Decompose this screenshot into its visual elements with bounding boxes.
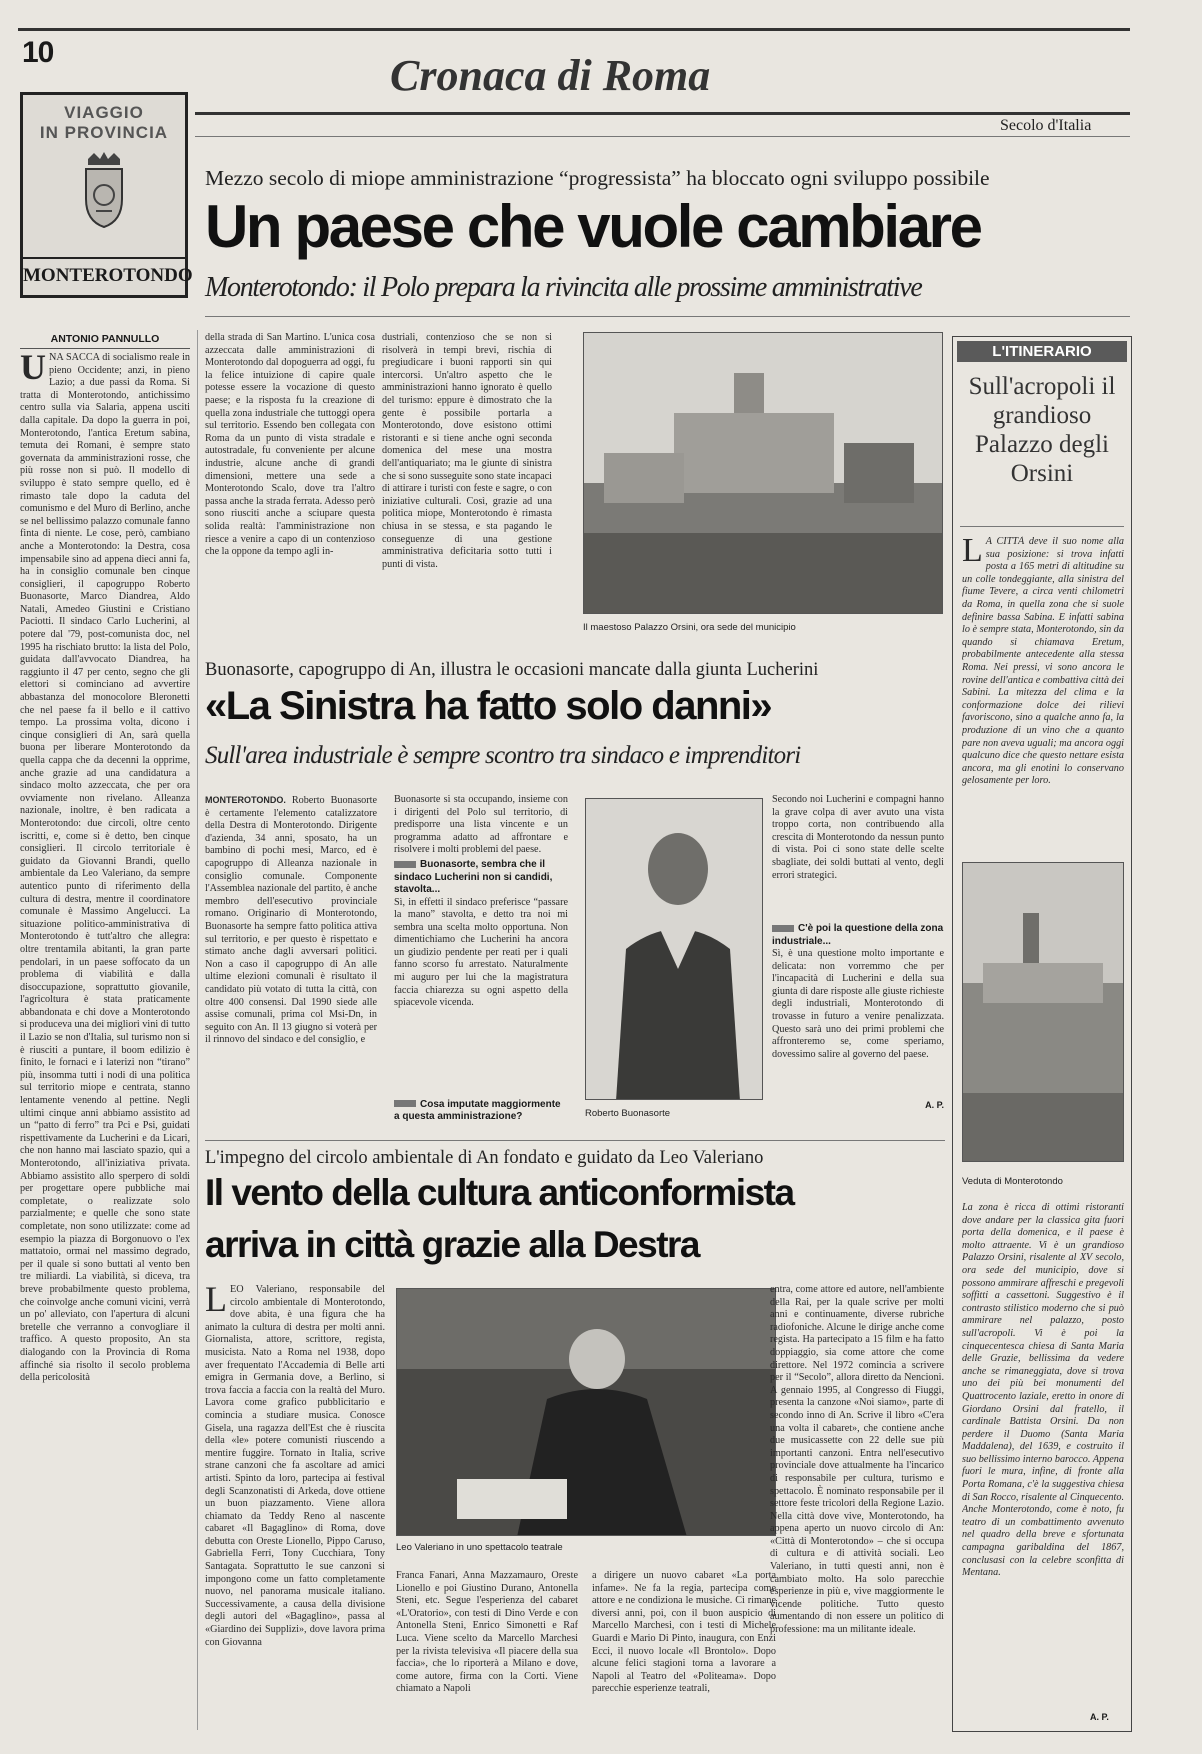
page-number: 10 <box>22 36 54 69</box>
itinerario-dropcap: L <box>962 536 983 569</box>
question-3: C'è poi la questione della zona industriale... <box>772 923 944 947</box>
article1-subhead: Monterotondo: il Polo prepara la rivincita alle prossime amministrative <box>205 272 922 303</box>
article2-subhead: Sull'area industriale è sempre scontro tra sindaco e imprenditori <box>205 742 801 769</box>
article2-column-2 <box>394 794 568 1126</box>
article3-headline-2: arriva in città grazie alla Destra <box>205 1224 699 1265</box>
itinerario-label: L'ITINERARIO <box>957 341 1127 362</box>
article2-headline: «La Sinistra ha fatto solo danni» <box>205 684 772 728</box>
article3-top-rule <box>205 1140 945 1141</box>
palazzo-orsini-photo <box>583 332 943 614</box>
question-1: Buonasorte, sembra che il sindaco Lucherini non si candidi, stavolta... <box>394 859 553 895</box>
top-rule <box>18 28 1130 31</box>
article1-byline: ANTONIO PANNULLO <box>20 333 190 349</box>
buonasorte-caption: Roberto Buonasorte <box>585 1108 671 1119</box>
coat-of-arms-icon <box>78 151 130 229</box>
itinerario-title-rule <box>960 526 1124 527</box>
itinerario-signature: A. P. <box>1090 1712 1109 1722</box>
article3-dropcap: L <box>205 1284 227 1319</box>
veduta-photo <box>962 862 1124 1162</box>
veduta-caption: Veduta di Monterotondo <box>962 1176 1063 1187</box>
article2-column-1: MONTEROTONDO. Roberto Buonasorte è certamente l'elemento catalizzatore della Destra di Monterotondo. Dirigente d'azienda, 34 anni, sposato, ha un bambino di pochi mesi, Marco, ed è capogruppo di Alleanza nazionale in consiglio comunale. Componente l'Assemblea nazionale del partito, è anche membro dell'esecutivo provinciale romano. Originario di Monterotondo, Buonasorte ha sempre fatto politica attiva sul territorio, e per questo è rispettato e stimato anche dagli avversari politici. Non a caso il capogruppo di An alle ultime elezioni comunali è risultato il candidato più votato di tutta la città, con oltre 400 consensi. Dal 1990 siede alle assise comunali, prima col Msi-Dn, in seguito con An. Il 13 giugno si voterà per il rinnovo del sindaco e del consiglio, e <box>205 795 377 1046</box>
itinerario-title: Sull'acropoli il grandioso Palazzo degli Orsini <box>968 373 1116 487</box>
palazzo-orsini-caption: Il maestoso Palazzo Orsini, ora sede del municipio <box>583 622 796 633</box>
article2-col3-text-a: Secondo noi Lucherini e compagni hanno la grave colpa di aver avuto una vista troppo corta, non contribuendo alla crescita di Monterotondo da nessun punto di vista. Poi ci sono state delle scelte sbagliate, dei soldi buttati al vento, degli errori strategici. <box>772 794 944 881</box>
article1-kicker: Mezzo secolo di miope amministrazione “progressista” ha bloccato ogni sviluppo possibile <box>205 166 990 190</box>
itinerario-text-1: L A CITTÀ deve il suo nome alla sua posizione: si trova infatti posta a 165 metri di altitudine su un colle tondeggiante, alla sinistra del fiume Tevere, a circa venti chilometri da Roma, in quella zona che si suole definire bassa Sabina. E infatti sabina lo è sempre stata, Monterotondo, sin da quando si chiamava Eretum, probabilmente antecedente alla stessa Roma. Nei pressi, vi sono ancora le rovine dell'antica e combattiva città dei Sabini. La mitezza del clima e la conformazione dolce dei rilievi favoriscono, sino a qualche anno fa, la produzione di un vino che a quanto pare non aveva uguali; ma ancora oggi qualcuno dice che questo nettare esista ancora, ma gli enotini lo conservano gelosamente per loro. <box>962 536 1124 787</box>
article1-column-3: dustriali, contenzioso che se non si risolverà in tempi brevi, rischia di pregiudicare i buoni rapporti sin qui intercorsi. Un'altro aspetto che le amministrazioni hanno ignorato è quello del turismo: eppure è dimostrato che la gente è possibile portarla a Monterotondo, dove esistono ottimi ristoranti e si tiene anche ogni seconda domenica del mese una mostra dell'antiquariato; ma le giunte di sinistra che si sono susseguite sono state incapaci di attirare i turisti con feste e sagre, o con iniziative culturali. Così, grazie ad una politica miope, Monterotondo è rimasta chiusa in se stessa, e sta pagando le conseguenze di una gestione amministrativa deficitaria sotto tutti i punti di vista. <box>382 332 552 570</box>
article1-column-1: UNA SACCA di socialismo reale in pieno Occidente; anzi, in pieno Lazio; a due passi da Roma. Si tratta di Monterotondo, antichissimo centro sulla via Salaria, appena usciti dalla capitale. Da dopo la guerra in poi, Monterotondo, l'antica Eretum sabina, temuta dei Romani, è sempre stato governata da amministrazioni rosse, che più rosse non si può. Il modello di sviluppo è stato sempre quello, ed è rimasto tale dopo la caduta del comunismo e del Muro di Berlino, anche se nel bellissimo palazzo comunale fanno finta di niente. Le cose, però, cambiano anche a Monterotondo: la Destra, cosa impensabile sino ad appena dieci anni fa, ha in consiglio comunale ben cinque consiglieri, il capogruppo Roberto Buonasorte, Marco Diandrea, Aldo Natali, Amedeo Giustini e Cristiano Paciotti. Il sindaco Carlo Lucherini, al potere dal '79, post-comunista doc, nel 1995 ha rischiato brutto: la lista del Polo, guidata dall'avvocato Diandrea, ha raggiunto il 47 per cento, segno che gli elettori si cominciano ad avvertire abbastanza del monocolore Bleronetti che nel paese fa il bello e il cattivo tempo. La prossima volta, dicono i cinque consiglieri di An, sarà quella buona per liberare Monterotondo da quella cappa che da decenni la opprime, anche grazie ad una candidatura a sindaco molto azzeccata, che per ora ovviamente non rivelano. Alleanza nazionale, inoltre, è ben radicata a Monterotondo: due circoli, oltre cento iscritti, e, come si è detto, ben cinque consiglieri. Il circolo territoriale è guidato da Giovanni Brandi, quello ambientale da Leo Valeriano, da sempre autentico punto di riferimento della cultura di destra, mentre il coordinatore comunale è Massimo Angelucci. La situazione politico-amministrativa di Monterotondo è tutt'altro che allegra: oltre trentamila abitanti, la gran parte pendolari, in un paese soffocato da un problema di viabilità e dalla disoccupazione, soprattutto giovanile, l'agricoltura è stata praticamente abbandonata e chi dove a Monterotondo si produceva una dei migliori vini di tutto il Lazio se non d'Italia, sul turismo non si è riusciti a puntare, il boom edilizio è finito, le fornaci e i laterizi non “tirano” più, insomma tutti i nodi di una politica sul territorio miope e centrata, stanno lentamente venendo al pettine. Negli ultimi cinque anni abbiamo assistito ad un “patto di ferro” tra Pci e Psi, guidati rispettivamente da Lucherini e da Licari, che non hanno mai lasciato spazio, qui a Monterotondo, all'iniziativa privata. Abbiamo assistito allo sperpero di soldi per progettare opere pubbliche mai completate, o realizzate solo parzialmente; e quelle che sono state completate, non sono utilizzate: come ad esempio la piazza di Borgonuovo o l'ex mattatoio, ormai nel massimo degrado, per il quale si sono buttati al vento ben tre miliardi. La viabilità, si diceva, tra breve probabilmente questo problema, che coinvolge anche comuni vicini, verrà un po' alleviato, con l'apertura di alcuni bretelle che verranno a convogliare il traffico. A questo proposito, An sta dialogando con la Provincia di Roma affinché sia risolto il secolo problema della pericolosità <box>20 352 190 1384</box>
article2-col3-text-b: Sì, è una questione molto importante e delicata: non vorremmo che per l'incapacità di Lucherini e della sua giunta di dare risposte alle giuste richieste degli industriali, Monterotondo di trovasse in futuro a venire penalizzata. Questo sarà uno dei primi problemi che affronteremo se, come speriamo, dovessimo salire al governo del paese. <box>772 948 944 1060</box>
section-title: Cronaca di Roma <box>390 51 711 100</box>
valeriano-photo <box>396 1288 776 1536</box>
article1-headline: Un paese che vuole cambiare <box>205 193 981 260</box>
article2-col2-text-b: Sì, in effetti il sindaco preferisce “passare la mano” stavolta, e detto tra noi mi sembra una scelta molto opportuna. Non dimentichiamo che Lucherini ha ancora un giudizio pendente per reati per i quali fanno scorso fu arrestato. Naturalmente mi auguro per lui che la magistratura faccia chiarezza su ogni aspetto della spiacevole vicenda. <box>394 896 568 1009</box>
article2-column-3 <box>772 794 944 1126</box>
publication-name: Secolo d'Italia <box>1000 117 1092 134</box>
col-divider-1 <box>197 330 198 1730</box>
provincia-badge <box>20 92 193 298</box>
buonasorte-photo <box>585 798 763 1100</box>
itinerario-text-2: La zona è ricca di ottimi ristoranti dove andare per la classica gita fuori porta della domenica, e il paese è molto attraente. Vi è un grandioso Palazzo Orsini, risalente al XV secolo, ora sede del municipio, dove si possono ammirare affreschi e pregevoli soffitti a cassettoni. Suggestivo è il contrasto stilistico moderno che si può ammirare nel palazzo, posto sull'acropoli. Vi è poi la cinquecentesca chiesa di Santa Maria delle Grazie, bellissima da vedere anche se rimaneggiata, dove si trova uno dei più bei monumenti del Quattrocento laziale, eretto in onore di Giordano Orsini dal fratello, il cardinale Battista Orsini. Da non perdere il Duomo (Santa Maria Maddalena), del 1639, e costruito il suo bellissimo interno barocco. Appena fuori le mura, infine, di fronte alla Porta Romana, c'è la suggestiva chiesa di San Rocco, risalente al Cinquecento. Anche Monterotondo, come è noto, fu teatro di un combattimento avvenuto nel quadro della breve e sfortunata campagna garibaldina del 1867, conclusasi con la celebre sconfitta di Mentana. <box>962 1202 1124 1579</box>
article1-dropcap: U <box>20 352 46 387</box>
valeriano-caption: Leo Valeriano in uno spettacolo teatrale <box>396 1542 563 1553</box>
badge-town: MONTEROTONDO <box>23 257 185 287</box>
article3-kicker: L'impegno del circolo ambientale di An fondato e guidato da Leo Valeriano <box>205 1148 764 1168</box>
article3-column-4: entra, come attore ed autore, nell'ambiente della Rai, per la quale scrive per molti anni e continuamente, diverse rubriche radiofoniche. Alcune le dirige anche come regista. Ha partecipato a 15 film e ha fatto doppiaggio, sia come attore che come direttore. Nel 1972 comincia a scrivere per il “Secolo”, allora diretto da Nencioni. A gennaio 1995, al Congresso di Fiuggi, presenta la canzone «Noi siamo», parte di secondo inno di An. Scrive il libro «C'era una volta il cabaret», che contiene anche due musicassette con 22 delle sue più importanti canzoni. Entra nell'esecutivo provinciale dove attualmente ha l'incarico di responsabile per cultura, turismo e spettacolo. È nominato responsabile per il settore feste tricolori della Regione Lazio. Nella città dove vive, Monterotondo, ha appena aperto un nuovo circolo di An: «Città di Monterotondo» – che si occupa di cultura e di attività sociali. Leo Valeriano, in tutti questi anni, non è cambiato molto. Ha solo parecchie esperienze in più e, vive maggiormente le vicende politiche. Tutto questo aumentando di non essere un politico di professione: ma un militante ideale. <box>770 1284 944 1636</box>
article3-headline-1: Il vento della cultura anticonformista <box>205 1172 794 1213</box>
article2-signature: A. P. <box>925 1100 944 1110</box>
article3-column-2: Franca Fanari, Anna Mazzamauro, Oreste Lionello e poi Giustino Durano, Antonella Steni, etc. Segue l'esperienza del cabaret «L'Oratorio», con testi di Dino Verde e con Antonella Steni, Enrico Simonetti e Raf Luca. Viene scelto da Marcello Marchesi per la rivista televisiva «Il piacere della sua faccia», che lo riporterà a Milano e dove, come autore, firma con la Corti. Viene chiamato a Napoli <box>396 1570 578 1695</box>
badge-line-2: IN PROVINCIA <box>39 123 169 142</box>
masthead-rule-thin <box>195 136 1130 137</box>
article1-subhead-rule <box>205 316 1130 317</box>
article2-col2-text-a: Buonasorte si sta occupando, insieme con i dirigenti del Polo sul territorio, di predisporre una lista vincente e un programma adatto ad affrontare e risolvere i molti problemi del paese. <box>394 794 568 856</box>
article2-kicker: Buonasorte, capogruppo di An, illustra le occasioni mancate dalla giunta Lucherini <box>205 660 819 680</box>
article3-column-3: a dirigere un nuovo cabaret «La porta infame». Ne fa la regia, partecipa come attore e ne condiziona le musiche. Ci rimane diversi anni, poi, con il buon auspicio di Marcello Marchesi, con i testi di Michele Guardì e Mario Di Pinto, inaugura, con Enzi Ecci, il nuovo locale «Il Brontolo». Dopo alcune felici stagioni torna a lavorare a Napoli al Teatro del «Politeama». Dopo parecchie esperienze teatrali, <box>592 1570 776 1695</box>
article1-column-2: della strada di San Martino. L'unica cosa azzeccata dalle amministrazioni di Monterotondo dal dopoguerra ad oggi, fu la felice intuizione di capire quale potesse essere la vocazione di questo paese; e la risposta fu la creazione di quella zona industriale che tuttoggi opera sul territorio. Essendo ben collegata con Roma da un punto di vista stradale e autostradale, fu conveniente per alcune industrie, alcune anche di grandi dimensioni, mettere una sede a Monterotondo Scalo, dove tra l'altro passa anche la strada ferrata. Adesso però sono riusciti anche a sciupare questa solida realtà: l'amministrazione non riesce a venire a capo di un contenzioso che la oppone da tempo agli in- <box>205 332 375 558</box>
article3-column-1: LEO Valeriano, responsabile del circolo ambientale di Monterotondo, dove abita, è una figura che ha animato la cultura di destra per molti anni. Giornalista, attore, scrittore, regista, musicista. Nato a Roma nel 1938, dopo aver frequentato l'Accademia di Belle arti emigra in Germania dove, a Berlino, si trova faccia a faccia con la realtà del Muro. Lavora come grafico pubblicitario e comincia a studiare musica. Conosce Gisela, una ragazza dell'Est che è riuscita della «le» potere comunisti riuscendo a mentire fuggire. Tornato in Italia, scrive strane canzoni che fa ascoltare ad amici artisti. Spinto da loro, partecipa ai festival degli Scanzonatisti di Arkeda, dove ottiene un buon piazzamento. Viene allora chiamato da Teddy Reno al nascente cabaret «Il Bagaglino» di Roma, dove debutta con Oreste Lionello, Pippo Caruso, Gabriella Ferri, Tony Cucchiara, Tony Santagata. Soprattutto le sue canzoni si impongono come un fatto completamente nuovo, nel panorama musicale italiano. Successivamente, a causa della divisione degli autori del «Bagaglino», passa al «Giardino dei Supplizi», dove lavora prima con Giovanna <box>205 1284 385 1648</box>
badge-line-1: VIAGGIO <box>64 103 144 122</box>
question-2: Cosa imputate maggiormente a questa amministrazione? <box>394 1098 561 1122</box>
article2-dateline: MONTEROTONDO. <box>205 795 286 805</box>
masthead-rule <box>195 112 1130 115</box>
